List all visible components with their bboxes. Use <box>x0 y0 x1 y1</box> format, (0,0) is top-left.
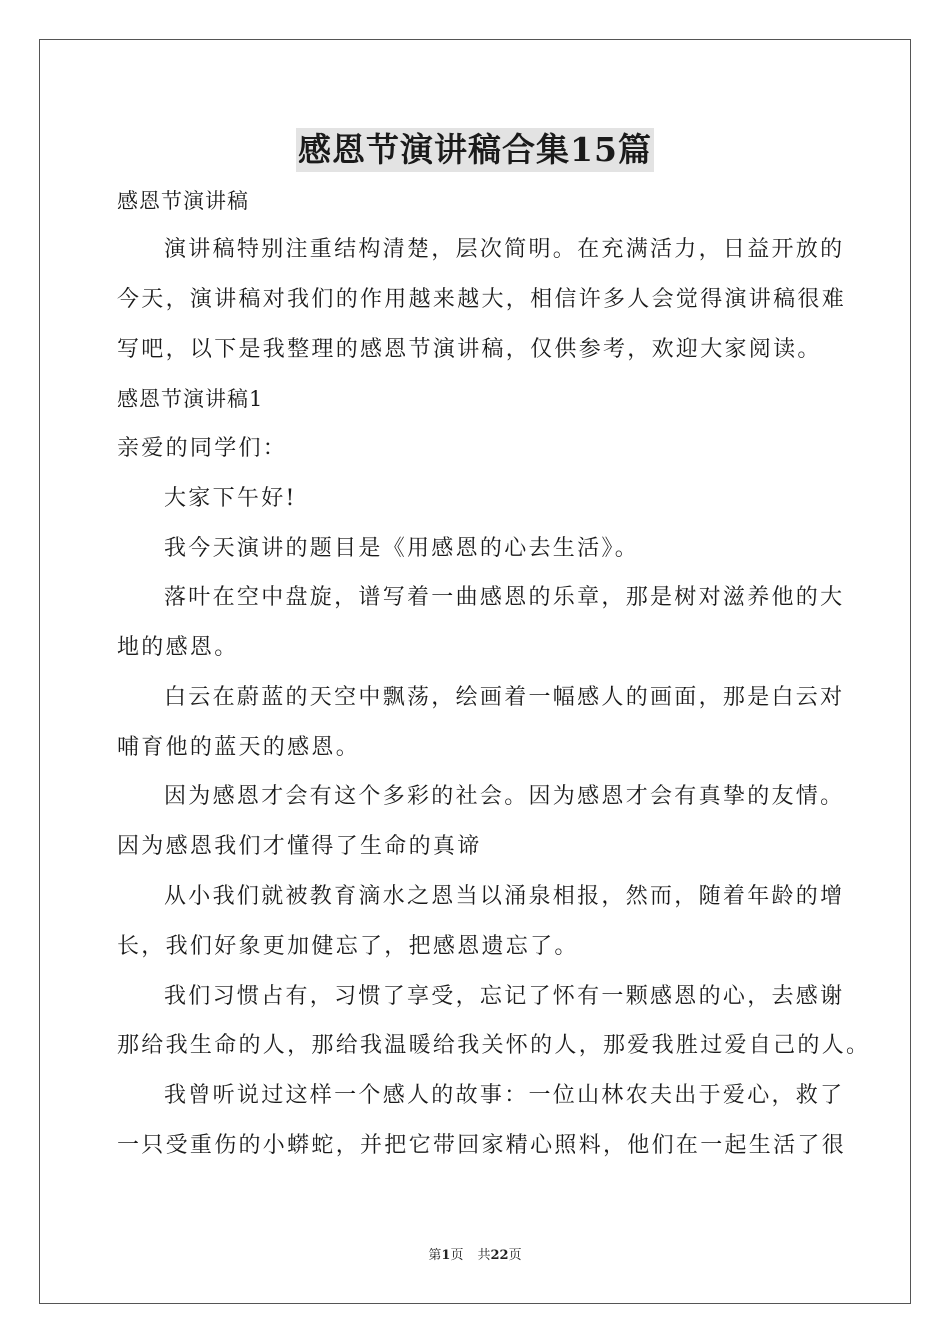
page-footer <box>0 1247 950 1265</box>
paragraph-line: 白云在蔚蓝的天空中飘荡，绘画着一幅感人的画面，那是白云对 <box>164 685 845 710</box>
document-title-block <box>0 128 950 172</box>
paragraph-line: 我今天演讲的题目是《用感恩的心去生活》。 <box>164 536 640 561</box>
section-heading: 感恩节演讲稿1 <box>117 387 264 411</box>
paragraph-line: 大家下午好! <box>164 486 297 511</box>
paragraph-line: 我曾听说过这样一个感人的故事：一位山林农夫出于爱心，救了 <box>164 1083 845 1108</box>
total-pages-prefix: 共 <box>477 1248 491 1263</box>
paragraph-line: 今天，演讲稿对我们的作用越来越大，相信许多人会觉得演讲稿很难 <box>117 287 847 312</box>
paragraph-line: 落叶在空中盘旋，谱写着一曲感恩的乐章，那是树对滋养他的大 <box>164 585 845 610</box>
paragraph-line: 从小我们就被教育滴水之恩当以涌泉相报，然而，随着年龄的增 <box>164 884 845 909</box>
document-title: 感恩节演讲稿合集15篇 <box>296 128 654 172</box>
paragraph-line: 地的感恩。 <box>117 635 239 660</box>
page-number-prefix: 第 <box>428 1248 442 1263</box>
total-pages: 22 <box>490 1248 509 1263</box>
page-border <box>39 39 911 1304</box>
paragraph-line: 我们习惯占有，习惯了享受，忘记了怀有一颗感恩的心，去感谢 <box>164 984 845 1009</box>
paragraph-line: 一只受重伤的小蟒蛇，并把它带回家精心照料，他们在一起生活了很 <box>117 1133 847 1158</box>
total-pages-suffix: 页 <box>508 1248 522 1263</box>
paragraph-line: 那给我生命的人，那给我温暖给我关怀的人，那爱我胜过爱自己的人。 <box>117 1033 871 1058</box>
paragraph-line: 演讲稿特别注重结构清楚，层次简明。在充满活力，日益开放的 <box>164 237 845 262</box>
paragraph-line: 写吧，以下是我整理的感恩节演讲稿，仅供参考，欢迎大家阅读。 <box>117 337 822 362</box>
section-heading: 感恩节演讲稿 <box>117 189 249 213</box>
paragraph-line: 哺育他的蓝天的感恩。 <box>117 735 361 760</box>
paragraph-line: 长，我们好象更加健忘了，把感恩遗忘了。 <box>117 934 579 959</box>
page-number: 1 <box>441 1248 451 1263</box>
paragraph-line: 因为感恩我们才懂得了生命的真谛 <box>117 834 482 859</box>
paragraph-line: 因为感恩才会有这个多彩的社会。因为感恩才会有真挚的友情。 <box>164 784 845 809</box>
page-number-suffix: 页 <box>450 1248 464 1263</box>
paragraph-line: 亲爱的同学们： <box>117 436 288 461</box>
